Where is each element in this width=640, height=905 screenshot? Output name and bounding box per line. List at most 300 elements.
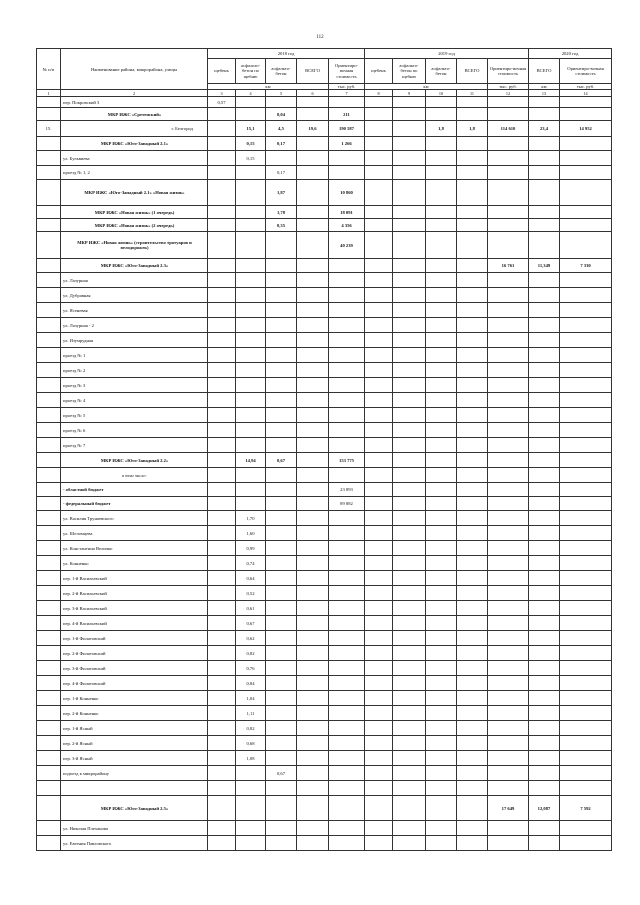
row-value — [365, 333, 393, 348]
row-value — [529, 108, 560, 121]
row-value — [560, 378, 612, 393]
row-value — [457, 483, 488, 497]
row-value — [560, 468, 612, 483]
row-index — [37, 766, 61, 781]
row-name: проезд № 1, 2 — [61, 166, 208, 180]
row-value — [488, 137, 529, 151]
row-value — [426, 616, 457, 631]
row-value — [457, 661, 488, 676]
row-value — [457, 676, 488, 691]
row-value: 14,94 — [236, 453, 266, 468]
table-row — [37, 108, 612, 121]
column-number: 5 — [266, 90, 297, 97]
header-2018-total: ВСЕГО — [297, 59, 329, 84]
row-value: 190 587 — [329, 121, 365, 137]
row-value — [236, 333, 266, 348]
row-value — [365, 631, 393, 646]
row-value — [560, 166, 612, 180]
row-value — [393, 676, 426, 691]
row-value: 4,5 — [266, 121, 297, 137]
row-value — [208, 393, 236, 408]
row-value — [297, 571, 329, 586]
row-value — [488, 571, 529, 586]
row-value — [426, 363, 457, 378]
row-value — [266, 836, 297, 851]
row-value — [365, 219, 393, 232]
row-value — [365, 751, 393, 766]
row-value: 0,57 — [208, 97, 236, 108]
row-value — [236, 423, 266, 438]
row-value — [329, 556, 365, 571]
row-value: 0,61 — [236, 601, 266, 616]
row-value — [529, 691, 560, 706]
column-number: 4 — [236, 90, 266, 97]
row-index — [37, 586, 61, 601]
row-value — [393, 288, 426, 303]
table-row — [37, 206, 612, 219]
header-year-2018: 2018 год — [208, 49, 365, 59]
row-value — [208, 766, 236, 781]
row-value — [266, 288, 297, 303]
row-value — [426, 348, 457, 363]
row-name: пер. 1-й Филатовский — [61, 631, 208, 646]
row-value — [393, 691, 426, 706]
row-value — [297, 363, 329, 378]
row-value — [208, 497, 236, 511]
row-value: 1 266 — [329, 137, 365, 151]
row-value: 12,087 — [529, 796, 560, 821]
table-row — [37, 706, 612, 721]
row-value — [529, 601, 560, 616]
unit-km-2018: км — [208, 84, 329, 90]
row-value — [560, 736, 612, 751]
row-value: 1,87 — [266, 180, 297, 206]
row-value — [457, 571, 488, 586]
row-value — [426, 137, 457, 151]
row-value — [365, 393, 393, 408]
row-name: проезд № 5 — [61, 408, 208, 423]
row-name: пер. 2-й Филатовский — [61, 646, 208, 661]
row-value — [297, 166, 329, 180]
row-value — [393, 180, 426, 206]
row-index — [37, 691, 61, 706]
row-value — [266, 408, 297, 423]
row-name: проезд № 3 — [61, 378, 208, 393]
row-value — [329, 766, 365, 781]
row-value — [488, 601, 529, 616]
column-number: 8 — [365, 90, 393, 97]
row-value — [560, 273, 612, 288]
row-value — [208, 408, 236, 423]
row-index — [37, 423, 61, 438]
row-name: МКР ИЖС «Юго-Западный 2.1» «Новая жизнь» — [61, 180, 208, 206]
row-value — [208, 646, 236, 661]
row-value — [457, 781, 488, 796]
table-row — [37, 121, 612, 137]
row-value — [393, 631, 426, 646]
row-value — [457, 378, 488, 393]
row-value — [457, 318, 488, 333]
row-value — [365, 288, 393, 303]
row-value — [208, 333, 236, 348]
row-value — [457, 631, 488, 646]
row-value — [208, 571, 236, 586]
table-row — [37, 781, 612, 796]
row-name: проезд № 1 — [61, 348, 208, 363]
row-index — [37, 526, 61, 541]
row-value — [365, 468, 393, 483]
row-value: 7 330 — [560, 259, 612, 273]
row-name: МКР ИЖС «Юго-Западный 2.3» — [61, 259, 208, 273]
row-value — [560, 706, 612, 721]
row-value — [297, 273, 329, 288]
row-value — [297, 393, 329, 408]
row-value — [426, 796, 457, 821]
row-value — [393, 556, 426, 571]
row-value — [457, 497, 488, 511]
row-value — [393, 526, 426, 541]
row-value — [365, 541, 393, 556]
row-value — [297, 766, 329, 781]
row-name: проезд № 6 — [61, 423, 208, 438]
table-row — [37, 97, 612, 108]
row-value — [529, 586, 560, 601]
row-value — [329, 438, 365, 453]
row-value — [236, 303, 266, 318]
unit-rub-2019: тыс. руб. — [488, 84, 529, 90]
row-value — [297, 691, 329, 706]
row-value — [297, 706, 329, 721]
row-value — [208, 586, 236, 601]
row-value: 0,35 — [266, 219, 297, 232]
table-row — [37, 363, 612, 378]
row-value — [208, 836, 236, 851]
row-value — [208, 721, 236, 736]
row-value: 0,17 — [266, 166, 297, 180]
row-index — [37, 378, 61, 393]
row-value — [529, 180, 560, 206]
table-row — [37, 721, 612, 736]
row-index — [37, 556, 61, 571]
row-index — [37, 721, 61, 736]
row-value — [529, 497, 560, 511]
row-value — [297, 333, 329, 348]
row-index — [37, 836, 61, 851]
row-value: 0,52 — [236, 586, 266, 601]
row-value — [488, 706, 529, 721]
row-value — [208, 288, 236, 303]
row-value — [208, 781, 236, 796]
row-value — [529, 736, 560, 751]
row-value — [560, 616, 612, 631]
row-value — [529, 571, 560, 586]
row-value — [393, 348, 426, 363]
row-value — [488, 97, 529, 108]
row-value — [329, 468, 365, 483]
row-value: 1,60 — [236, 526, 266, 541]
row-value — [266, 232, 297, 259]
row-value — [560, 721, 612, 736]
row-value — [560, 288, 612, 303]
row-value — [488, 526, 529, 541]
header-2019-gravel: щебень — [365, 59, 393, 84]
row-value — [208, 661, 236, 676]
row-value — [457, 721, 488, 736]
row-value — [457, 526, 488, 541]
row-value: 0,82 — [236, 646, 266, 661]
row-value: 23 893 — [329, 483, 365, 497]
row-value — [329, 348, 365, 363]
row-value — [365, 586, 393, 601]
row-value — [457, 601, 488, 616]
row-value — [365, 232, 393, 259]
table-row — [37, 151, 612, 166]
table-row — [37, 586, 612, 601]
row-value — [529, 526, 560, 541]
row-value — [393, 736, 426, 751]
row-value — [329, 393, 365, 408]
row-value — [393, 541, 426, 556]
row-value — [529, 408, 560, 423]
row-value — [208, 166, 236, 180]
row-value — [329, 691, 365, 706]
column-number: 6 — [297, 90, 329, 97]
row-value — [426, 721, 457, 736]
row-value — [457, 393, 488, 408]
row-value — [365, 736, 393, 751]
row-value — [208, 751, 236, 766]
row-value — [560, 180, 612, 206]
row-value — [297, 108, 329, 121]
row-value — [393, 721, 426, 736]
row-value — [457, 836, 488, 851]
row-value — [236, 483, 266, 497]
row-value — [426, 526, 457, 541]
row-value — [329, 646, 365, 661]
row-value — [560, 541, 612, 556]
row-value — [365, 259, 393, 273]
row-value — [365, 766, 393, 781]
column-number: 12 — [488, 90, 529, 97]
row-value — [560, 219, 612, 232]
row-value — [426, 393, 457, 408]
row-value — [236, 438, 266, 453]
row-value — [329, 721, 365, 736]
row-name: - федеральный бюджет — [61, 497, 208, 511]
row-value — [329, 259, 365, 273]
row-value — [365, 303, 393, 318]
row-value — [365, 363, 393, 378]
row-value — [457, 616, 488, 631]
row-value — [457, 423, 488, 438]
row-index — [37, 796, 61, 821]
row-value — [529, 541, 560, 556]
row-index — [37, 706, 61, 721]
row-value — [457, 273, 488, 288]
row-value — [236, 108, 266, 121]
row-value — [560, 586, 612, 601]
row-value — [560, 511, 612, 526]
row-value — [208, 706, 236, 721]
row-value — [529, 318, 560, 333]
row-value — [297, 318, 329, 333]
header-year-2020: 2020 год — [529, 49, 612, 59]
row-index — [37, 541, 61, 556]
row-value — [329, 378, 365, 393]
row-value — [266, 721, 297, 736]
row-value — [426, 646, 457, 661]
row-value — [457, 151, 488, 166]
row-value — [426, 423, 457, 438]
row-value — [236, 393, 266, 408]
row-value — [488, 676, 529, 691]
row-name — [61, 781, 208, 796]
header-year-2019: 2019 год — [365, 49, 529, 59]
table-row — [37, 661, 612, 676]
row-name: в том числе: — [61, 468, 208, 483]
row-value — [297, 781, 329, 796]
row-value: 0,15 — [236, 151, 266, 166]
table-body — [37, 90, 612, 851]
row-index — [37, 259, 61, 273]
row-value — [236, 348, 266, 363]
row-value — [208, 137, 236, 151]
row-value — [236, 318, 266, 333]
row-value — [529, 137, 560, 151]
row-value: 10 860 — [329, 180, 365, 206]
row-value — [560, 836, 612, 851]
row-name: проезд № 4 — [61, 393, 208, 408]
row-value — [208, 736, 236, 751]
row-value — [426, 288, 457, 303]
row-index — [37, 363, 61, 378]
row-value — [266, 378, 297, 393]
row-value — [426, 511, 457, 526]
row-value — [329, 586, 365, 601]
table-row — [37, 259, 612, 273]
row-value — [297, 180, 329, 206]
row-value — [365, 691, 393, 706]
table-row — [37, 288, 612, 303]
row-value — [488, 180, 529, 206]
table-row — [37, 571, 612, 586]
table-row — [37, 691, 612, 706]
row-value — [488, 318, 529, 333]
row-value — [266, 526, 297, 541]
row-value — [329, 796, 365, 821]
row-value — [365, 676, 393, 691]
row-value — [266, 511, 297, 526]
row-value: 0,67 — [266, 453, 297, 468]
row-name: проезд № 7 — [61, 438, 208, 453]
row-value — [365, 108, 393, 121]
row-value: 19,6 — [297, 121, 329, 137]
row-value — [236, 796, 266, 821]
row-value — [393, 661, 426, 676]
row-name: ул. Евгения Павловского — [61, 836, 208, 851]
row-value — [488, 453, 529, 468]
row-value — [365, 180, 393, 206]
header-2020-total: ВСЕГО — [529, 59, 560, 84]
header-2019-cost: Ориентиро-вочная стоимость — [488, 59, 529, 84]
row-value — [393, 468, 426, 483]
unit-km-2020: км — [529, 84, 560, 90]
row-value — [393, 616, 426, 631]
row-value — [393, 137, 426, 151]
row-value — [560, 497, 612, 511]
row-value — [457, 97, 488, 108]
row-value — [329, 273, 365, 288]
row-index — [37, 348, 61, 363]
row-value — [266, 601, 297, 616]
row-value — [393, 438, 426, 453]
row-value — [266, 736, 297, 751]
row-value — [266, 646, 297, 661]
row-value: 1,8 — [457, 121, 488, 137]
row-name: МКР ИЖС «Новая жизнь» (1 очередь) — [61, 206, 208, 219]
row-value — [266, 497, 297, 511]
column-number: 7 — [329, 90, 365, 97]
row-value — [529, 273, 560, 288]
row-value — [488, 511, 529, 526]
row-value — [236, 378, 266, 393]
table-row — [37, 796, 612, 821]
row-value — [393, 781, 426, 796]
row-value — [208, 232, 236, 259]
table-row — [37, 348, 612, 363]
row-value — [329, 166, 365, 180]
row-value — [297, 408, 329, 423]
row-value — [208, 423, 236, 438]
row-name: пер. 3-й Васильевский — [61, 601, 208, 616]
row-value — [208, 541, 236, 556]
row-index — [37, 781, 61, 796]
row-value — [266, 616, 297, 631]
row-value — [266, 363, 297, 378]
row-value: 1,78 — [266, 206, 297, 219]
row-name: - областной бюджет — [61, 483, 208, 497]
row-name: МКР ИЖС «Новая жизнь» (строительство тротуаров и велодорожек) — [61, 232, 208, 259]
row-value — [365, 408, 393, 423]
row-value — [297, 796, 329, 821]
row-value — [365, 781, 393, 796]
row-value — [426, 821, 457, 836]
row-value — [208, 796, 236, 821]
row-index — [37, 273, 61, 288]
row-value — [488, 363, 529, 378]
row-value — [266, 97, 297, 108]
row-name: ул. Лазурная — [61, 273, 208, 288]
row-value — [208, 206, 236, 219]
row-index — [37, 408, 61, 423]
row-value: 1,8 — [426, 121, 457, 137]
row-value — [393, 97, 426, 108]
row-value — [529, 483, 560, 497]
row-value — [365, 721, 393, 736]
row-name: пер. Покровский 3 — [61, 97, 208, 108]
row-value — [393, 453, 426, 468]
row-value — [329, 821, 365, 836]
row-index — [37, 318, 61, 333]
row-value — [266, 333, 297, 348]
row-value — [426, 408, 457, 423]
row-value — [529, 453, 560, 468]
row-value — [266, 318, 297, 333]
row-value — [329, 318, 365, 333]
row-name: ул. Шеломцева — [61, 526, 208, 541]
row-value — [426, 378, 457, 393]
row-value — [297, 541, 329, 556]
